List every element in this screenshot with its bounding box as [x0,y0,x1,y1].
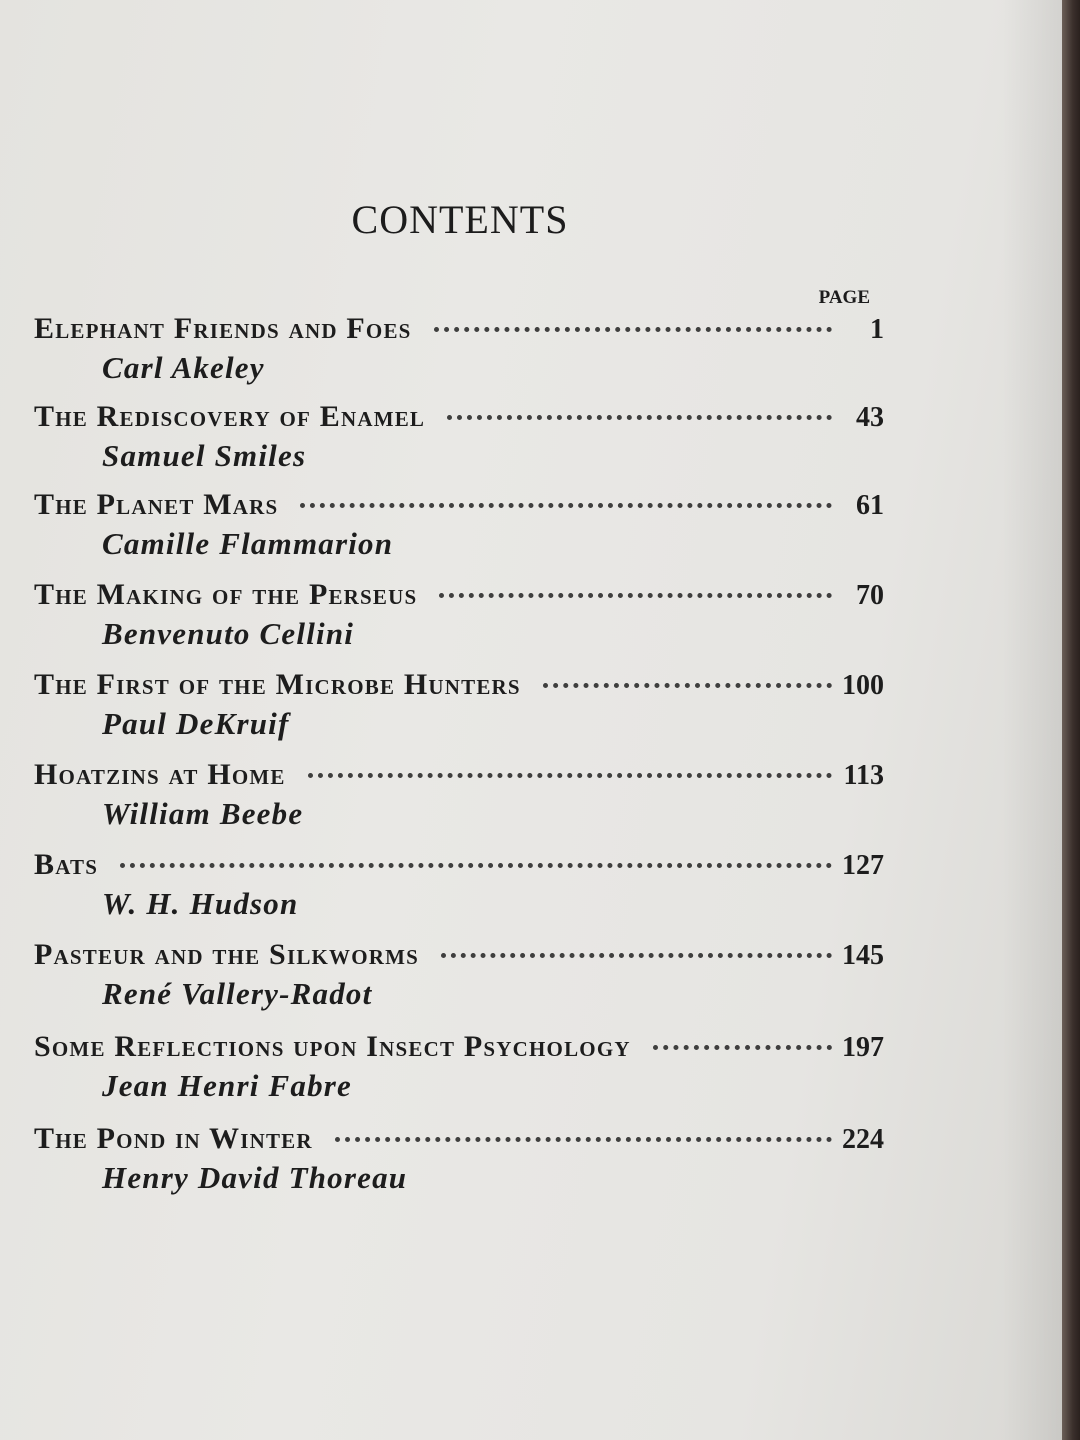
entry-title: The Rediscovery of Enamel [34,400,426,433]
toc-entry [34,1030,884,1116]
entry-page-number: 100 [842,670,884,701]
dot-leader [447,415,832,420]
entry-page-number: 197 [842,1032,884,1063]
entry-page-number: 224 [842,1124,884,1155]
dot-leader [543,683,832,688]
toc-title-row [34,758,884,798]
entry-title: The First of the Microbe Hunters [34,668,521,701]
entry-title: The Making of the Perseus [34,578,418,611]
toc-title-row [34,312,884,352]
dot-leader [120,863,832,868]
entry-title: The Planet Mars [34,488,279,521]
dot-leader [441,953,832,958]
entry-page-number: 113 [843,760,884,791]
entry-author: Henry David Thoreau [102,1160,408,1195]
toc-title-row [34,578,884,618]
entry-title: Some Reflections upon Insect Psychology [34,1030,631,1063]
dot-leader [434,327,832,332]
toc-entry [34,400,884,486]
entry-author: Paul DeKruif [102,706,290,741]
entry-author: Carl Akeley [102,350,265,385]
entry-title: Elephant Friends and Foes [34,312,412,345]
toc-title-row [34,1030,884,1070]
page-column-label: PAGE [818,287,870,308]
entry-title: Bats [34,848,99,881]
dot-leader [300,503,832,508]
book-binding [1062,0,1080,1440]
toc-entry [34,758,884,844]
entry-author: Samuel Smiles [102,438,307,473]
entry-author: Jean Henri Fabre [102,1068,352,1103]
dot-leader [335,1137,832,1142]
toc-entry [34,848,884,934]
contents-heading: CONTENTS [351,197,569,242]
entry-page-number: 1 [870,314,884,345]
dot-leader [308,773,832,778]
entry-author: René Vallery-Radot [102,976,373,1011]
toc-title-row [34,938,884,978]
toc-title-row [34,488,884,528]
dot-leader [653,1045,832,1050]
toc-title-row [34,848,884,888]
page-shadow [1002,0,1062,1440]
entry-title: Pasteur and the Silkworms [34,938,420,971]
entry-title: Hoatzins at Home [34,758,286,791]
entry-page-number: 43 [856,402,884,433]
entry-author: Benvenuto Cellini [102,616,355,651]
toc-title-row [34,1122,884,1162]
entry-page-number: 127 [842,850,884,881]
toc-entry [34,1122,884,1208]
entry-page-number: 70 [856,580,884,611]
entry-author: W. H. Hudson [102,886,299,921]
entry-author: William Beebe [102,796,304,831]
toc-entry [34,312,884,398]
toc-entry [34,668,884,754]
entry-page-number: 145 [842,940,884,971]
entry-page-number: 61 [856,490,884,521]
toc-entry [34,578,884,664]
toc-title-row [34,400,884,440]
toc-entry [34,938,884,1024]
dot-leader [439,593,832,598]
entry-title: The Pond in Winter [34,1122,313,1155]
toc-title-row [34,668,884,708]
toc-entry [34,488,884,574]
entry-author: Camille Flammarion [102,526,394,561]
